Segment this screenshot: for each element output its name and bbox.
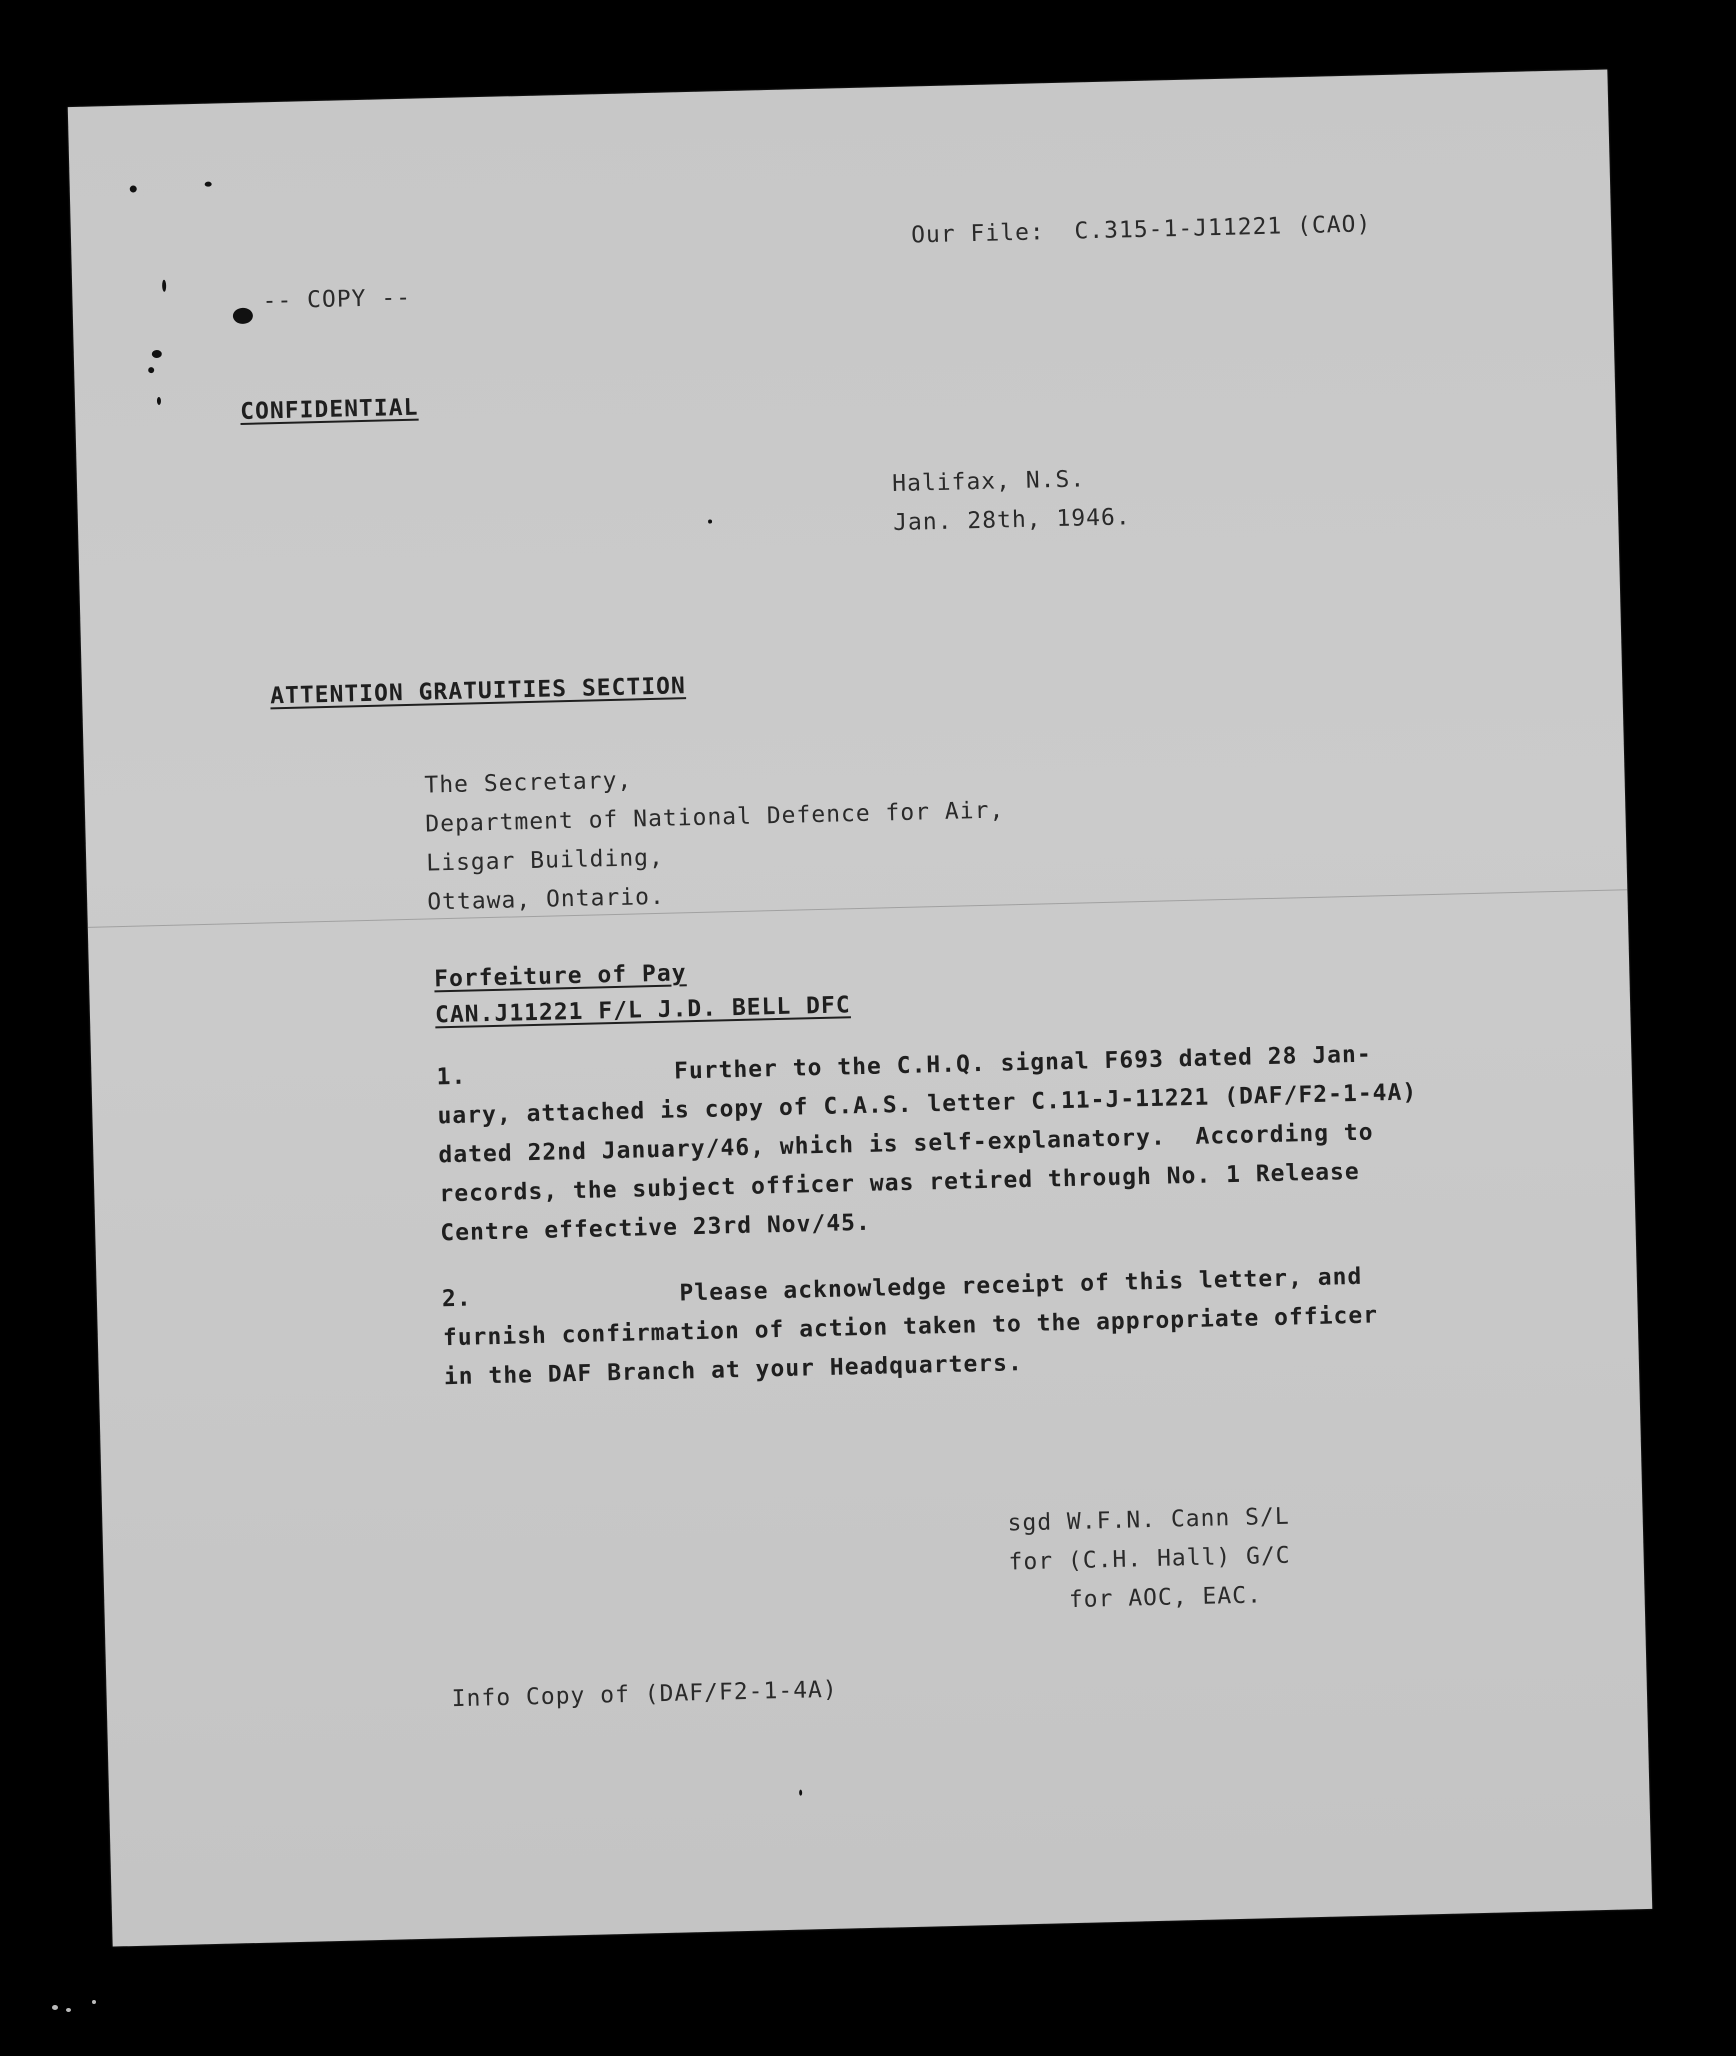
address-line: Lisgar Building, [426, 844, 665, 877]
paragraph-line: uary, attached is copy of C.A.S. letter C.11-J-11221 (DAF/F2-1-4A) [437, 1079, 1418, 1130]
place-line: Halifax, N.S. [891, 466, 1086, 498]
paragraph-line: records, the subject officer was retired through No. 1 Release [439, 1158, 1361, 1208]
classification-heading: CONFIDENTIAL [239, 394, 419, 425]
signature-line: sgd W.F.N. Cann S/L [1007, 1503, 1290, 1537]
ink-speck [148, 367, 154, 373]
paragraph-line: furnish confirmation of action taken to the appropriate officer [442, 1302, 1379, 1352]
address-line: The Secretary, [424, 767, 633, 799]
scan-speck [52, 2005, 58, 2010]
paragraph-line: in the DAF Branch at your Headquarters. [443, 1350, 1024, 1391]
attention-heading: ATTENTION GRATUITIES SECTION [269, 673, 687, 710]
info-copy-line: Info Copy of (DAF/F2-1-4A) [451, 1676, 838, 1713]
paragraph-line: 2. Please acknowledge receipt of this letter, and [441, 1263, 1363, 1313]
ink-speck [708, 519, 712, 523]
copy-marker: -- COPY -- [262, 284, 412, 315]
scan-speck [92, 2000, 96, 2004]
ink-speck [152, 350, 162, 358]
signature-line: for (C.H. Hall) G/C [1008, 1542, 1291, 1576]
ink-speck [233, 308, 253, 324]
ink-speck [799, 1790, 802, 1796]
ink-speck [157, 397, 161, 405]
subject-line: CAN.J11221 F/L J.D. BELL DFC [434, 992, 851, 1029]
paragraph-line: Centre effective 23rd Nov/45. [440, 1209, 872, 1247]
paper-fold-line [88, 889, 1628, 928]
paragraph-line: dated 22nd January/46, which is self-explanatory. According to [438, 1119, 1374, 1169]
ink-speck [130, 185, 137, 192]
ink-speck [205, 182, 212, 187]
address-line: Department of National Defence for Air, [425, 797, 1005, 838]
paragraph-line: 1. Further to the C.H.Q. signal F693 dated 28 Jan- [436, 1041, 1372, 1091]
ink-speck [162, 280, 166, 292]
signature-line: for AOC, EAC. [1009, 1582, 1263, 1615]
scan-speck [66, 2008, 71, 2012]
document-page [68, 69, 1652, 1946]
subject-line: Forfeiture of Pay [433, 960, 687, 993]
file-reference: Our File: C.315-1-J11221 (CAO) [910, 211, 1372, 249]
address-line: Ottawa, Ontario. [426, 883, 666, 916]
date-line: Jan. 28th, 1946. [892, 504, 1131, 537]
